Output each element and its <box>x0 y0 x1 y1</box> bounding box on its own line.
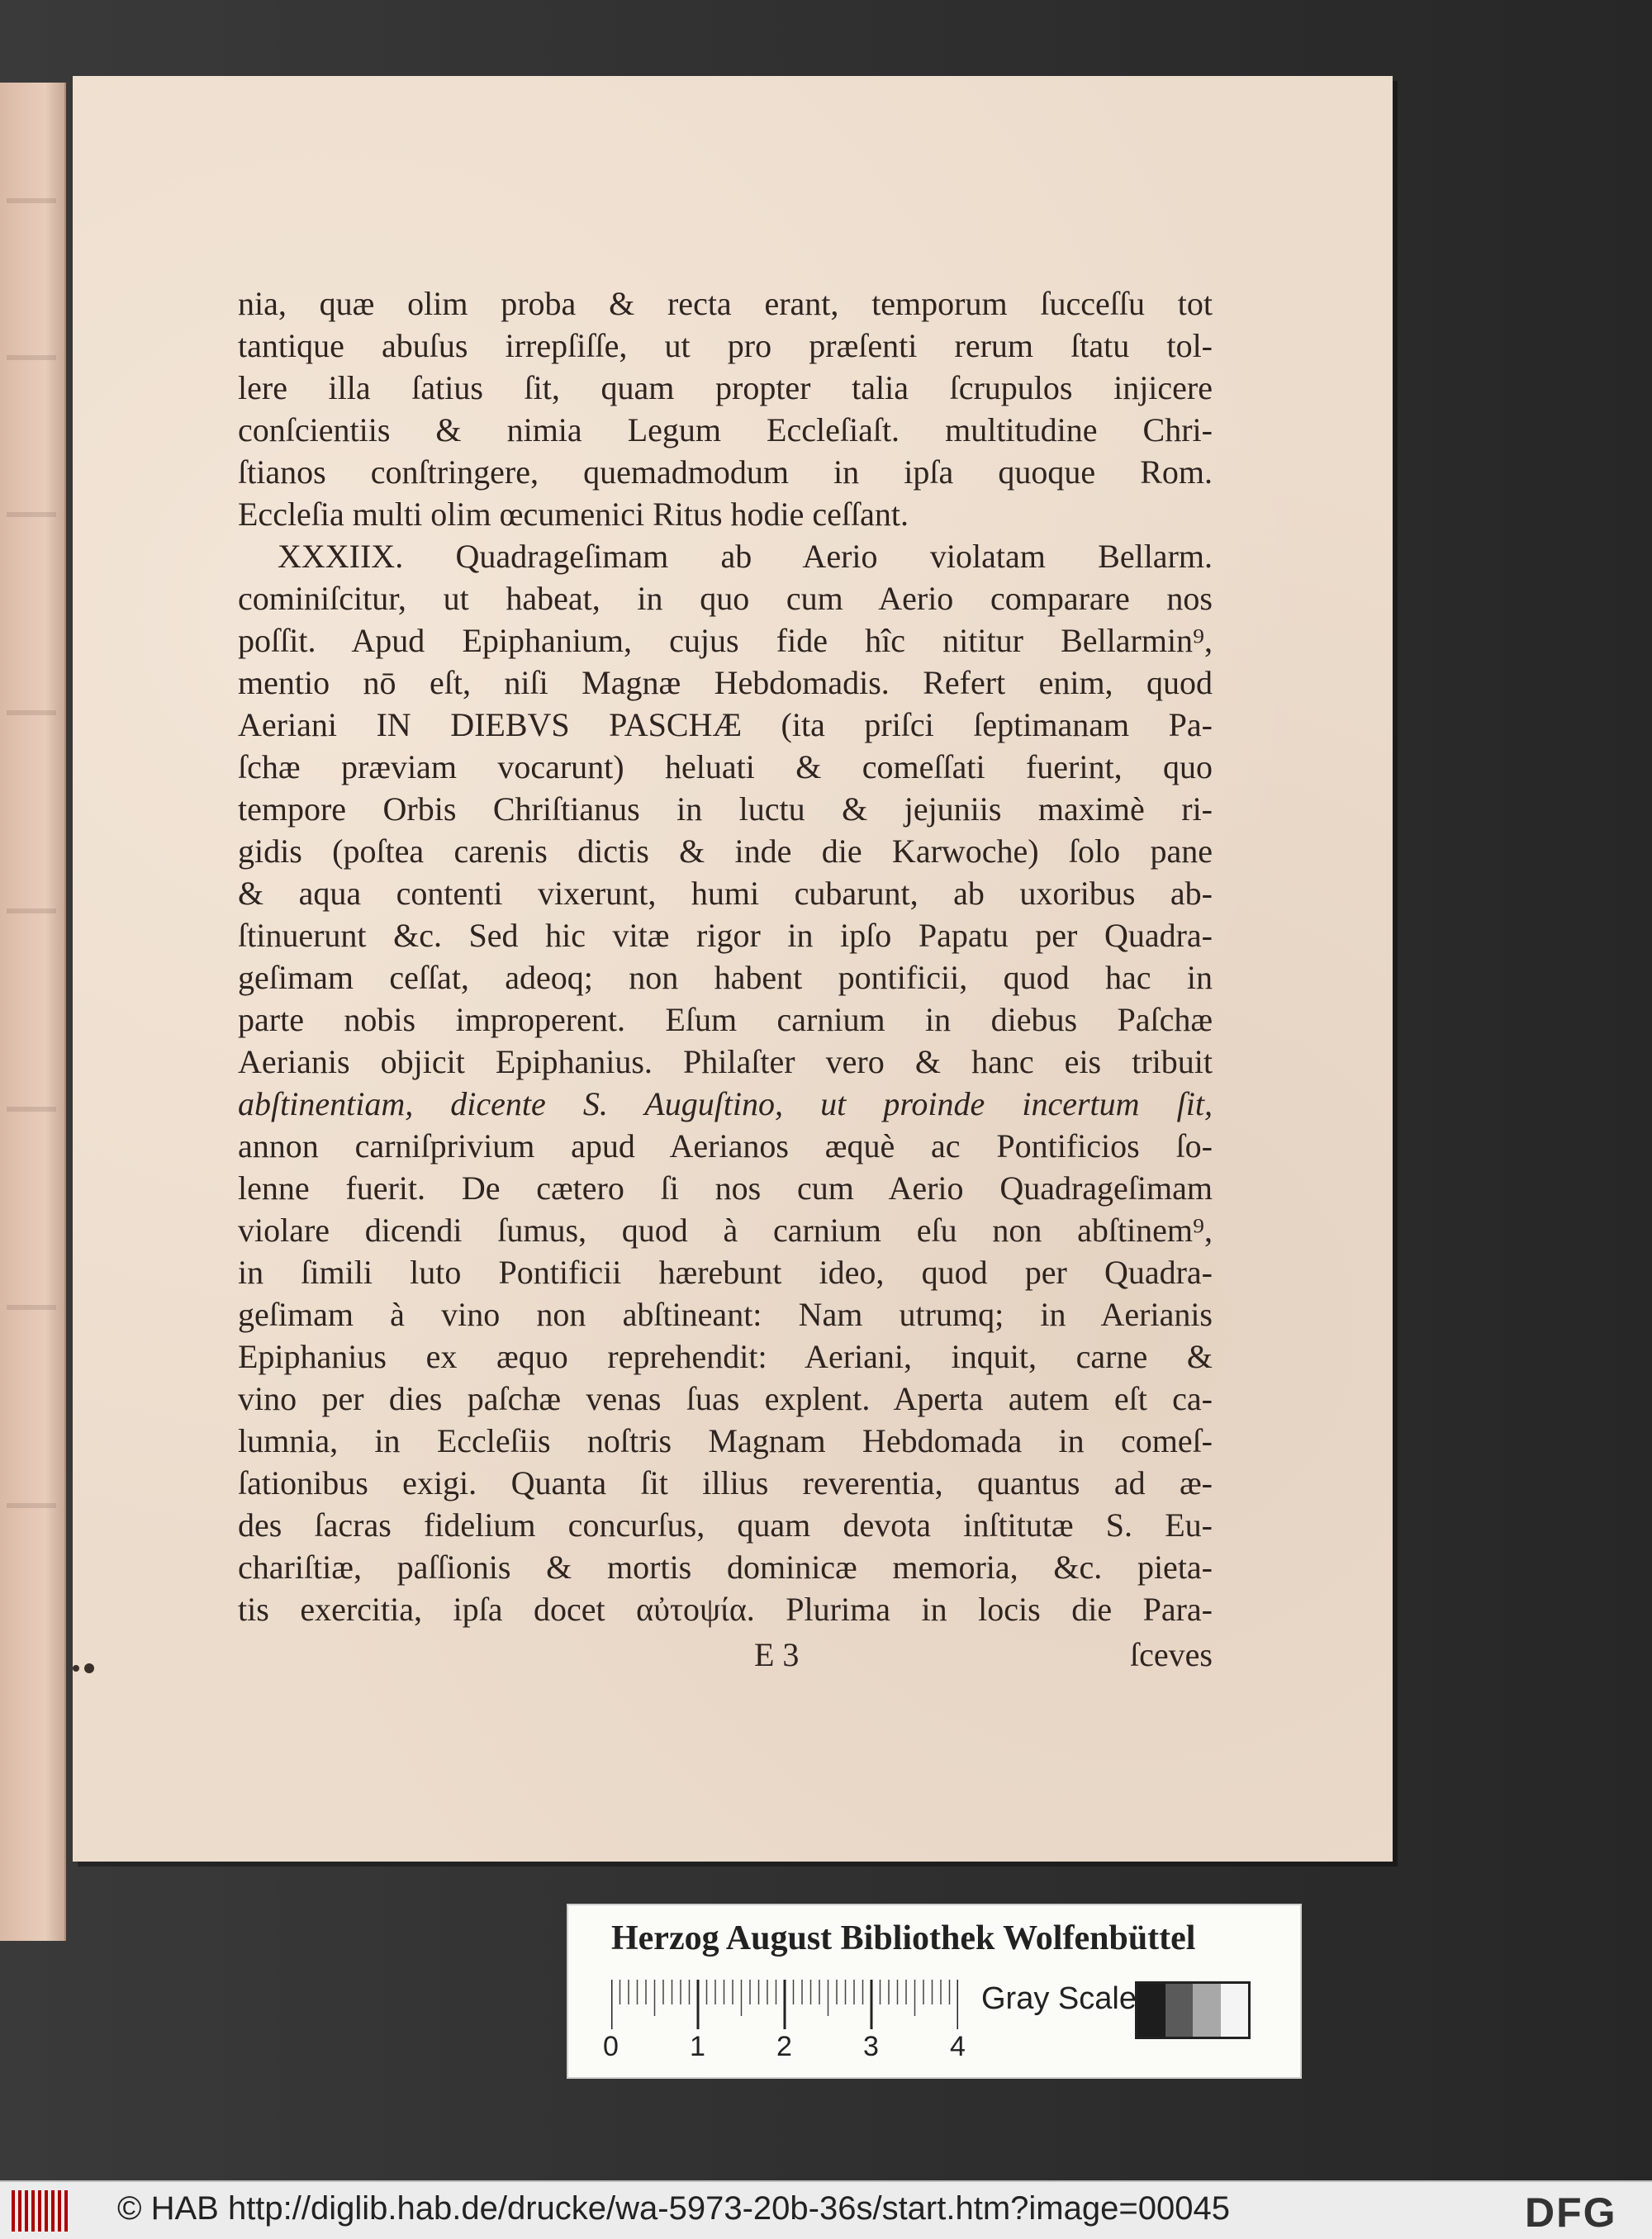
text-line: geſimam à vino non abſtineant: Nam utrumq; in Aerianis <box>238 1296 1213 1333</box>
text-line: vino per dies paſchæ venas ſuas explent. Aperta autem eſt ca- <box>238 1380 1213 1417</box>
catchword: ſceves <box>1130 1636 1213 1673</box>
copyright-url[interactable]: © HAB http://diglib.hab.de/drucke/wa-5973-20b-36s/start.htm?image=00045 <box>117 2190 1230 2227</box>
text-line: tempore Orbis Chriſtianus in luctu & jejuniis maximè ri- <box>238 790 1213 828</box>
text-line: tis exercitia, ipſa docet αὐτοψία. Plurima in locis die Para- <box>238 1591 1213 1628</box>
ruler-numbers <box>603 2031 991 2067</box>
text-line: ſchæ præviam vocarunt) heluati & comeſſati fuerint, quo <box>238 748 1213 785</box>
text-line: abſtinentiam, dicente S. Auguſtino, ut proinde incertum ſit, <box>238 1085 1213 1122</box>
section-heading-line: XXXIIX. Quadrageſimam ab Aerio violatam Bellarm. <box>278 538 1213 575</box>
text-line: Aerianis objicit Epiphanius. Philaſter vero & hanc eis tribuit <box>238 1043 1213 1080</box>
text-line: ſationibus exigi. Quanta ſit illius reverentia, quantus ad æ- <box>238 1464 1213 1501</box>
margin-dot <box>84 1663 94 1673</box>
ruler-scale <box>611 1980 958 2029</box>
text-line: annon carniſprivium apud Aerianos æquè ac Pontificios ſo- <box>238 1127 1213 1165</box>
text-line: lumnia, in Eccleſiis noſtris Magnam Hebdomada in comeſ- <box>238 1422 1213 1459</box>
text-line: violare dicendi ſumus, quod à carnium eſu non abſtinem⁹, <box>238 1212 1213 1249</box>
text-line: Epiphanius ex æquo reprehendit: Aeriani, inquit, carne & <box>238 1338 1213 1375</box>
text-line: conſcientiis & nimia Legum Eccleſiaſt. multitudine Chri- <box>238 411 1213 448</box>
barcode-icon <box>12 2190 69 2232</box>
gray-scale-swatches <box>1135 1981 1251 2039</box>
facing-page-edge <box>0 83 66 1941</box>
text-line: parte nobis improperent. Eſum carnium in diebus Paſchæ <box>238 1001 1213 1038</box>
gray-scale-label: Gray Scale <box>981 1981 1137 2016</box>
text-line: ſtinuerunt &c. Sed hic vitæ rigor in ipſo Papatu per Quadra- <box>238 917 1213 954</box>
text-line: in ſimili luto Pontificii hærebunt ideo, quod per Quadra- <box>238 1254 1213 1291</box>
library-name: Herzog August Bibliothek Wolfenbüttel <box>611 1919 1196 1957</box>
text-line: Aeriani IN DIEBVS PASCHÆ (ita priſci ſeptimanam Pa- <box>238 706 1213 743</box>
text-line: ſtianos conſtringere, quemadmodum in ipſa quoque Rom. <box>238 453 1213 491</box>
text-line: nia, quæ olim proba & recta erant, temporum ſucceſſu tot <box>238 285 1213 322</box>
page-text <box>238 282 1213 1630</box>
page-footer <box>238 1635 1213 1678</box>
ruler-number: 2 <box>776 2031 792 2062</box>
margin-dot <box>73 1665 79 1672</box>
text-line: des ſacras fidelium concurſus, quam devota inſtitutæ S. Eu- <box>238 1506 1213 1544</box>
text-line: chariſtiæ, paſſionis & mortis dominicæ memoria, &c. pieta- <box>238 1549 1213 1586</box>
viewer-footer <box>0 2180 1652 2239</box>
text-line: Eccleſia multi olim œcumenici Ritus hodie ceſſant. <box>238 496 909 533</box>
text-line: lere illa ſatius ſit, quam propter talia ſcrupulos injicere <box>238 369 1213 406</box>
text-line: mentio nō eſt, niſi Magnæ Hebdomadis. Refert enim, quod <box>238 664 1213 701</box>
text-line: lenne fuerit. De cætero ſi nos cum Aerio Quadrageſimam <box>238 1169 1213 1207</box>
ruler-number: 3 <box>863 2031 879 2062</box>
ruler-number: 0 <box>603 2031 619 2062</box>
text-line: & aqua contenti vixerunt, humi cubarunt, ab uxoribus ab- <box>238 875 1213 912</box>
color-calibration-bar <box>567 1904 1302 2079</box>
signature-mark: E 3 <box>754 1636 800 1673</box>
text-line: poſſit. Apud Epiphanium, cujus fide hîc nititur Bellarmin⁹, <box>238 622 1213 659</box>
dfg-logo: DFG <box>1525 2189 1617 2236</box>
book-page <box>73 76 1393 1862</box>
text-line: geſimam ceſſat, adeoq; non habent pontificii, quod hac in <box>238 959 1213 996</box>
text-line: tantique abuſus irrepſiſſe, ut pro præſenti rerum ſtatu tol- <box>238 327 1213 364</box>
ruler-number: 4 <box>950 2031 966 2062</box>
ruler-number: 1 <box>690 2031 705 2062</box>
text-line: cominiſcitur, ut habeat, in quo cum Aerio comparare nos <box>238 580 1213 617</box>
text-line: gidis (poſtea carenis dictis & inde die Karwoche) ſolo pane <box>238 833 1213 870</box>
